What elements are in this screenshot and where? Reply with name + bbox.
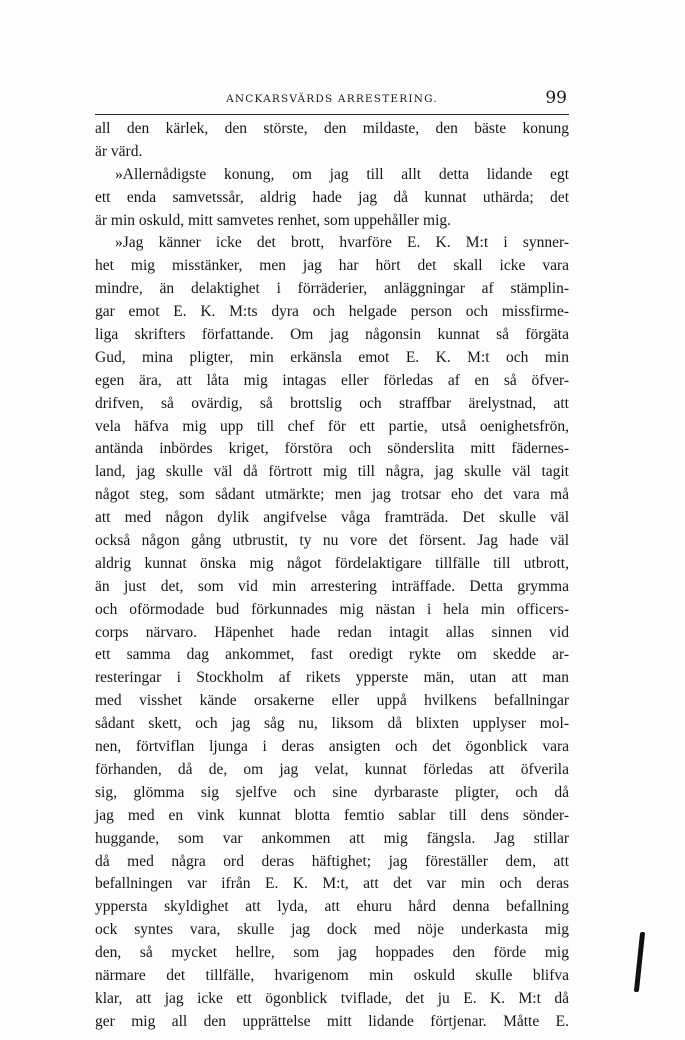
text-line: förhanden, då de, om jag velat, kunnat förledas att öfverila: [95, 760, 569, 778]
text-line: jag med en vink kunnat blotta femtio sablar till dens sönder-: [95, 806, 569, 824]
text-line: Gud, mina pligter, min erkänsla emot E. K. M:t och min: [95, 348, 569, 366]
text-line: att med någon dylik angifvelse våga framträda. Det skulle väl: [95, 509, 569, 527]
text-line: än just det, som vid min arrestering inträffade. Detta grymma: [95, 577, 569, 595]
text-line: närmare det tillfälle, hvarigenom min oskuld skulle blifva: [95, 966, 569, 984]
text-line: nen, förtviflan ljunga i deras ansigten och det ögonblick vara: [95, 738, 569, 756]
text-line: yppersta skyldighet att lyda, att ehuru hård denna befallning: [95, 898, 569, 916]
text-line: antända inbördes kriget, förstöra och sönderslita mitt fädernes-: [95, 440, 569, 458]
text-line: all den kärlek, den störste, den mildaste, den bäste konung: [95, 120, 569, 137]
body-text: [95, 118, 569, 1034]
text-line: »Allernådigste konung, om jag till allt detta lidande egt: [115, 165, 569, 183]
text-line: ett enda samvetssår, aldrig hade jag då kunnat uthärda; det: [95, 188, 569, 206]
text-line: het mig misstänker, men jag har hört det skall icke vara: [95, 257, 569, 275]
text-line: sig, glömma sig sjelfve och sine dyrbaraste pligter, och då: [95, 783, 569, 801]
text-line: är värd.: [95, 142, 143, 160]
scan-edge-mark: [634, 932, 645, 992]
text-line: klar, att jag icke ett ögonblick tviflade, det ju E. K. M:t då: [95, 989, 569, 1007]
header-rule: [95, 114, 569, 115]
text-line: drifven, så ovärdig, så brottslig och straffbar ärelystnad, att: [95, 394, 569, 412]
text-line: den, så mycket hellre, som jag hoppades den förde mig: [95, 944, 569, 962]
text-line: befallningen var ifrån E. K. M:t, att det var min och deras: [95, 875, 569, 893]
running-head: [95, 90, 569, 112]
text-line: ett samma dag ankommet, fast oredigt rykte om skedde ar-: [95, 646, 569, 664]
text-line: då med några ord deras häftighet; jag föreställer dem, att: [95, 852, 569, 870]
text-line: mindre, än delaktighet i förräderier, anläggningar af stämplin-: [95, 280, 569, 298]
text-line: också någon gång utbrustit, ty nu vore det försent. Jag hade väl: [95, 532, 569, 550]
text-line: aldrig kunnat önska mig något fördelaktigare tillfälle till utbrott,: [95, 554, 569, 572]
text-line: sådant skett, och jag såg nu, liksom då blixten upplyser mol-: [95, 715, 569, 733]
text-line: »Jag känner icke det brott, hvarföre E. K. M:t i synner-: [115, 234, 569, 252]
running-title: ANCKARSVÄRDS ARRESTERING.: [226, 93, 438, 105]
text-line: gar emot E. K. M:ts dyra och helgade person och missfirme-: [95, 303, 569, 321]
text-line: är min oskuld, mitt samvetes renhet, som uppehåller mig.: [95, 211, 452, 229]
text-line: med visshet kände orsakerne eller uppå hvilkens befallningar: [95, 692, 569, 710]
text-line: land, jag skulle väl då förtrott mig till några, jag skulle väl tagit: [95, 463, 569, 481]
text-line: corps närvaro. Häpenhet hade redan intagit allas sinnen vid: [95, 623, 569, 641]
text-line: vela häfva mig upp till chef för ett partie, utså oenighetsfrön,: [95, 417, 569, 435]
page-number: 99: [545, 88, 567, 108]
text-line: och oförmodade bud förkunnades mig nästan i hela min officers-: [95, 600, 569, 618]
text-line: egen ära, att låta mig intagas eller förledas af en så öfver-: [95, 371, 569, 389]
text-line: huggande, som var ankommen att mig fängsla. Jag stillar: [95, 829, 569, 847]
text-line: något steg, som sådant utmärkte; men jag trotsar eho det vara må: [95, 486, 569, 504]
text-line: ock syntes vara, skulle jag dock med nöje underkasta mig: [95, 921, 569, 939]
text-line: ger mig all den upprättelse mitt lidande förtjenar. Måtte E.: [95, 1012, 569, 1030]
text-line: liga skrifters författande. Om jag någonsin kunnat så förgäta: [95, 326, 569, 344]
text-line: resteringar i Stockholm af rikets ypperste män, utan att man: [95, 669, 569, 687]
